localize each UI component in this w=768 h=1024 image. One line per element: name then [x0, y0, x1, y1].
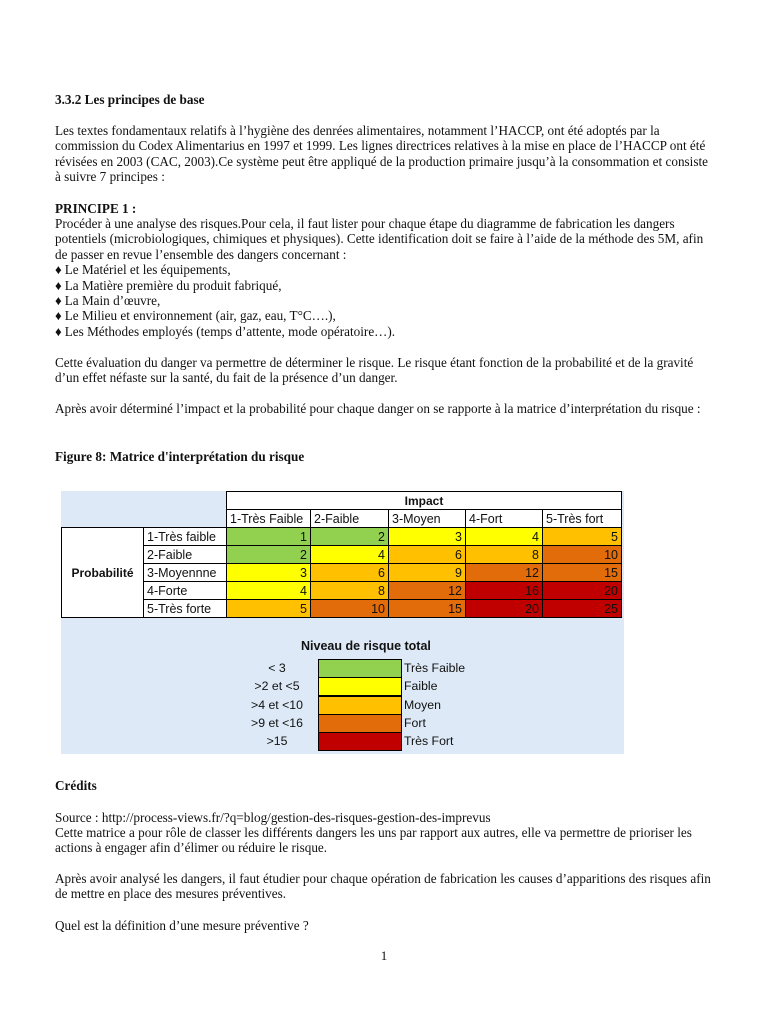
list-item: ♦ Le Milieu et environnement (air, gaz, eau, T°C….), — [55, 308, 336, 324]
matrix-cell: 6 — [311, 564, 389, 582]
risk-matrix-table — [61, 491, 622, 618]
question: Quel est la définition d’une mesure préventive ? — [55, 918, 309, 933]
intro-paragraph: Les textes fondamentaux relatifs à l’hygiène des denrées alimentaires, notamment l’HACCP, ont été adoptés par la commission du Codex Alimentarius en 1997 et 1999. Les lignes directrices relatives à la mise en place de l’HACCP ont été révisées en 2003 (CAC, 2003).Ce système peut être appliqué de la production primaire jusqu’à la consommation et consiste à suivre 7 principes : — [55, 123, 708, 185]
matrix-cell: 20 — [543, 582, 622, 600]
legend-row — [61, 659, 624, 677]
probability-row-label: 1-Très faible — [144, 528, 227, 546]
probability-row-label: 5-Très forte — [144, 600, 227, 618]
impact-col-label: 5-Très fort — [543, 510, 622, 528]
matrix-cell: 3 — [389, 528, 466, 546]
page-number: 1 — [380, 948, 388, 963]
list-item: ♦ Les Méthodes employés (temps d’attente, mode opératoire…). — [55, 323, 396, 339]
legend-row — [61, 696, 624, 714]
diamond-bullet-icon: ♦ — [55, 308, 62, 324]
after-paragraph: Après avoir déterminé l’impact et la probabilité pour chaque danger on se rapporte à la matrice d’interprétation du risque : — [55, 401, 701, 416]
principle-text: Procéder à une analyse des risques.Pour cela, il faut lister pour chaque étape du diagramme de fabrication les dangers potentiels (microbiologiques, chimiques et physiques). Cette identification doit se faire à l’aide de la méthode des 5M, afin de passer en revue l’ensemble des dangers concernant : ♦ Le Matériel et les équipements, ♦ La Matière première du produit fabriqué, ♦ La Main d’œuvre, ♦ Le Milieu et environnement (air, gaz, eau, T°C….), ♦ Les Méthodes employés (temps d’attente, mode opératoire…). — [55, 216, 717, 339]
matrix-cell: 1 — [227, 528, 311, 546]
figure-caption: Figure 8: Matrice d'interprétation du risque — [55, 449, 305, 464]
matrix-cell: 10 — [543, 546, 622, 564]
matrix-cell: 16 — [466, 582, 543, 600]
matrix-cell: 12 — [466, 564, 543, 582]
legend-row — [61, 714, 624, 732]
legend-condition: >15 — [266, 734, 288, 749]
impact-col-label: 1-Très Faible — [227, 510, 311, 528]
section-title: 3.3.2 Les principes de base — [55, 92, 205, 107]
legend-swatch — [318, 677, 402, 696]
legend-condition: < 3 — [268, 661, 286, 675]
matrix-row — [62, 600, 622, 618]
probability-row-label: 2-Faible — [144, 546, 227, 564]
matrix-row — [62, 546, 622, 564]
matrix-cell: 2 — [311, 528, 389, 546]
diamond-bullet-icon: ♦ — [55, 323, 62, 339]
matrix-cell: 4 — [466, 528, 543, 546]
matrix-cell: 15 — [389, 600, 466, 618]
legend-title: Niveau de risque total — [301, 639, 431, 653]
legend-condition: >4 et <10 — [251, 697, 303, 712]
matrix-body — [62, 528, 622, 618]
legend-label: Faible — [404, 679, 438, 694]
matrix-cell: 20 — [466, 600, 543, 618]
matrix-cell: 25 — [543, 600, 622, 618]
legend-row — [61, 732, 624, 750]
list-item: ♦ Le Matériel et les équipements, — [55, 262, 231, 278]
matrix-cell: 12 — [389, 582, 466, 600]
probability-row-label: 3-Moyennne — [144, 564, 227, 582]
legend-condition: >9 et <16 — [251, 715, 303, 730]
bullet-list — [55, 262, 717, 339]
legend-label: Très Fort — [404, 734, 454, 749]
legend-label: Moyen — [404, 697, 441, 712]
matrix-cell: 3 — [227, 564, 311, 582]
legend-label: Fort — [404, 715, 426, 730]
principle-heading: PRINCIPE 1 : — [55, 201, 137, 216]
matrix-cell: 15 — [543, 564, 622, 582]
credits-heading: Crédits — [55, 778, 97, 793]
legend-swatch — [318, 732, 402, 751]
matrix-cell: 8 — [466, 546, 543, 564]
matrix-row — [62, 528, 622, 546]
matrix-cell: 4 — [311, 546, 389, 564]
analysis-paragraph: Après avoir analysé les dangers, il faut étudier pour chaque opération de fabrication les causes d’apparitions des risques afin de mettre en place des mesures préventives. — [55, 871, 711, 902]
legend-condition: >2 et <5 — [254, 679, 300, 694]
matrix-role-paragraph: Cette matrice a pour rôle de classer les différents dangers les uns par rapport aux autres, elle va permettre de prioriser les actions à engager afin d’élimer ou réduire le risque. — [55, 825, 692, 856]
diamond-bullet-icon: ♦ — [55, 277, 62, 293]
matrix-cell: 4 — [227, 582, 311, 600]
diamond-bullet-icon: ♦ — [55, 262, 62, 278]
impact-col-label: 4-Fort — [466, 510, 543, 528]
matrix-row — [62, 564, 622, 582]
diamond-bullet-icon: ♦ — [55, 293, 62, 309]
matrix-cell: 10 — [311, 600, 389, 618]
evaluation-paragraph: Cette évaluation du danger va permettre de déterminer le risque. Le risque étant fonction de la probabilité et de la gravité d’un effet néfaste sur la santé, du fait de la présence d’un danger. — [55, 355, 694, 386]
matrix-cell: 5 — [227, 600, 311, 618]
legend-swatch — [318, 659, 402, 678]
impact-col-label: 3-Moyen — [389, 510, 466, 528]
matrix-cell: 9 — [389, 564, 466, 582]
matrix-cell: 2 — [227, 546, 311, 564]
list-item: ♦ La Matière première du produit fabriqué, — [55, 277, 282, 293]
impact-col-label: 2-Faible — [311, 510, 389, 528]
legend-row — [61, 677, 624, 695]
probability-row-label: 4-Forte — [144, 582, 227, 600]
matrix-row — [62, 582, 622, 600]
source-line: Source : http://process-views.fr/?q=blog/gestion-des-risques-gestion-des-imprevus — [55, 810, 491, 825]
legend-label: Très Faible — [404, 661, 466, 675]
list-item: ♦ La Main d’œuvre, — [55, 293, 161, 309]
legend-swatch — [318, 714, 402, 733]
matrix-cell: 8 — [311, 582, 389, 600]
matrix-cell: 6 — [389, 546, 466, 564]
risk-matrix-figure — [61, 491, 624, 754]
legend-swatch — [318, 696, 402, 715]
impact-header: Impact — [227, 492, 622, 510]
matrix-cell: 5 — [543, 528, 622, 546]
probabilite-label: Probabilité — [62, 528, 144, 618]
